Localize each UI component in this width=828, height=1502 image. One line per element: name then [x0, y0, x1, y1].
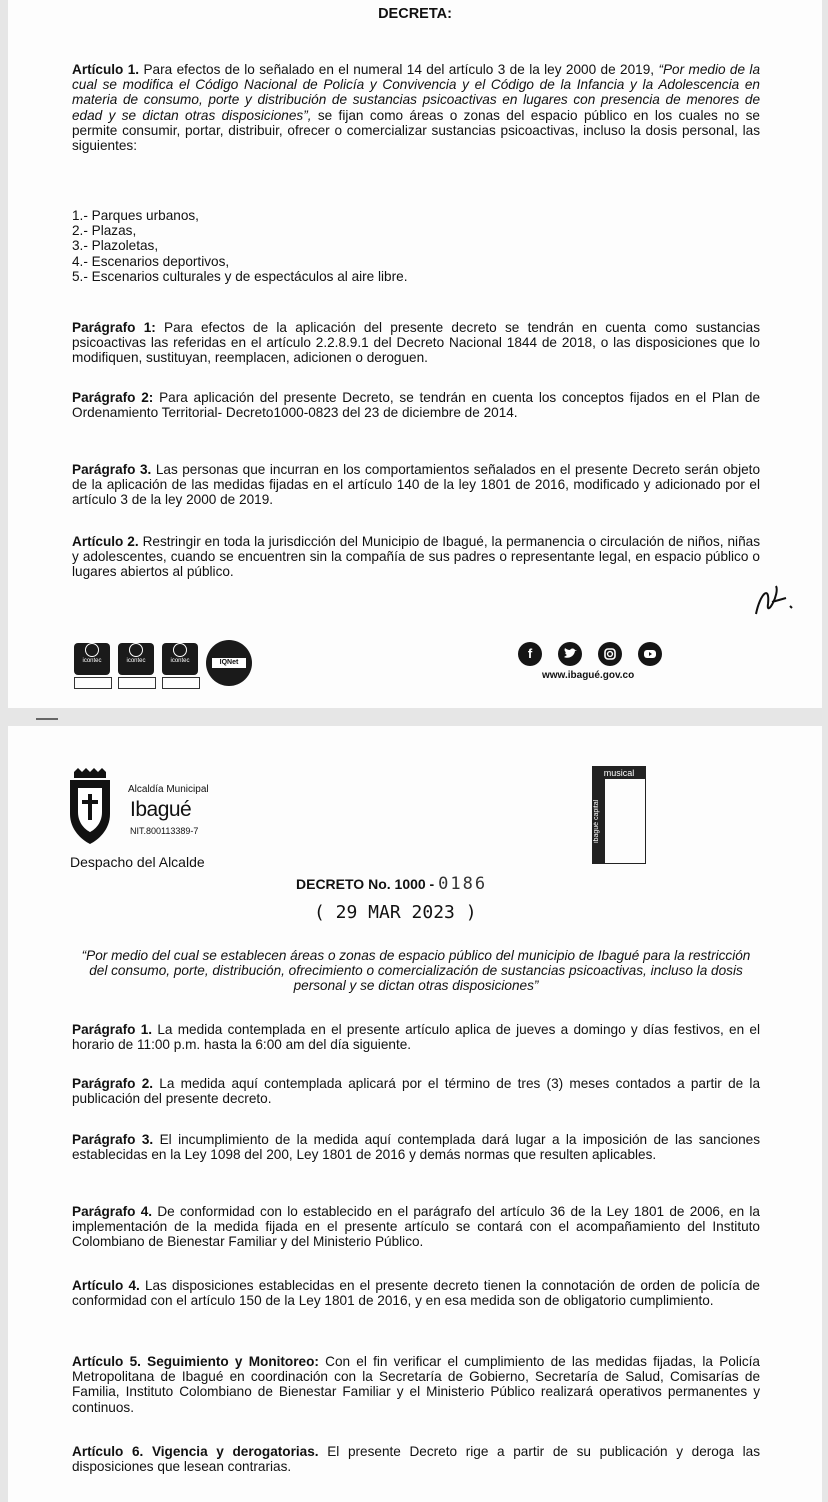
document-page-1 [8, 0, 822, 708]
paragrafo-2-text: La medida aquí contemplada aplicará por el término de tres (3) meses contados a partir de la publicación del presente decreto. [72, 1076, 760, 1107]
list-item: 5.- Escenarios culturales y de espectáculos al aire libre. [72, 268, 408, 284]
articulo-5-label: Artículo 5. Seguimiento y Monitoreo: [72, 1354, 319, 1369]
paragrafo-1-label: Parágrafo 1. [72, 1022, 153, 1037]
certification-icon [85, 643, 99, 657]
musical-capital-logo: musical ibagué capital [592, 766, 646, 864]
paragrafo-1 [72, 320, 760, 366]
certification-icon [173, 643, 187, 657]
list-item: 1.- Parques urbanos, [72, 208, 199, 223]
paragrafo-2-text: Para aplicación del presente Decreto, se tendrán en cuenta los conceptos fijados en el Plan de Ordenamiento Territorial- Decreto1000-0823 del 23 de diciembre de 2014. [72, 390, 761, 421]
despacho-label: Despacho del Alcalde [70, 854, 205, 870]
articulo-1-rest: se fijan como áreas o zonas del espacio público en los cuales no se permite consumir, portar, distribuir, ofrecer o comercializar sustancias psicoactivas, incluso la dosis personal, las siguientes: [72, 107, 760, 154]
list-item: 2.- Plazas, [72, 223, 137, 239]
paragrafo-3-label: Parágrafo 3. [72, 462, 152, 477]
paragrafo-2 [72, 1076, 760, 1106]
ibague-crest-logo [68, 768, 112, 844]
paragrafo-1-text: La medida contemplada en el presente artículo aplica de jueves a domingo y días festivos, en el horario de 11:00 p.m. hasta la 6:00 am del día siguiente. [72, 1022, 761, 1053]
decreto-title: “Por medio del cual se establecen áreas o zonas de espacio público del municipio de Ibagué para la restricción del consumo, porte, distribución, ofrecimiento o comercialización de sustancias psicoactivas, incluso la dosis personal y se dictan otras disposiciones” [81, 948, 751, 994]
articulo-6 [72, 1444, 760, 1474]
list-item: 4.- Escenarios deportivos, [72, 253, 230, 269]
decreto-number-handwritten: 0186 [438, 874, 488, 894]
paragrafo-1-text: Para efectos de la aplicación del presente decreto se tendrán en cuenta como sustancias psicoactivas las referidas en el artículo 2.2.8.9.1 del Decreto Nacional 1844 de 2018, o las disposiciones que lo modifiquen, sustituyan, reemplacen, adicionen o deroguen. [72, 320, 761, 366]
paragrafo-4 [72, 1204, 760, 1250]
icontec-certification-badge: icontec [162, 640, 198, 686]
decreto-label: DECRETO No. 1000 - [296, 876, 435, 892]
iqnet-badge: IQNet [206, 640, 252, 686]
paragrafo-2 [72, 390, 760, 420]
website-link[interactable]: www.ibagué.gov.co [542, 670, 635, 681]
nit-number: NIT.800113389-7 [130, 826, 199, 836]
paragrafo-4-text: De conformidad con lo establecido en el parágrafo del artículo 36 de la Ley 1801 de 2006, en la implementación de la medida fijada en el presente artículo se contará con el acompañamiento del Instituto Colombiano de Bienestar Familiar y del Ministerio Público. [72, 1204, 760, 1250]
alcaldia-label: Alcaldía Municipal [128, 784, 209, 795]
articulo-4-label: Artículo 4. [72, 1278, 140, 1293]
paragrafo-4-label: Parágrafo 4. [72, 1204, 153, 1219]
paragrafo-2-label: Parágrafo 2. [72, 1076, 154, 1091]
ibague-logo-text: Ibagué [130, 798, 192, 821]
zonas-list [72, 208, 407, 284]
certification-icon [129, 643, 143, 657]
articulo-1-quote: “Por medio de la cual se modifica el Código Nacional de Policía y Convivencia y el Código de la Infancia y la Adolescencia en materia de consumo, porte y distribución de sustancias psicoactivas en lugares con presencia de menores de edad y se dictan otras disposiciones”, [72, 62, 761, 123]
articulo-1-label: Artículo 1. [72, 62, 140, 77]
divider [36, 718, 58, 720]
instagram-icon[interactable] [598, 642, 622, 666]
articulo-4 [72, 1278, 760, 1308]
signature-mark [746, 574, 796, 624]
articulo-2-label: Artículo 2. [72, 534, 139, 549]
articulo-2-text: Restringir en toda la jurisdicción del Municipio de Ibagué, la permanencia o circulación de niños, niñas y adolescentes, cuando se encuentren sin la compañía de sus padres o representante legal, en espacio público o lugares abiertos al público. [72, 534, 760, 580]
decreta-heading: DECRETA: [378, 6, 452, 22]
youtube-icon[interactable] [638, 642, 662, 666]
articulo-6-label: Artículo 6. Vigencia y derogatorias. [72, 1444, 319, 1459]
icontec-certification-badge: icontec [118, 640, 154, 686]
paragrafo-1-label: Parágrafo 1: [72, 320, 156, 335]
decreto-number [296, 874, 487, 894]
paragrafo-3 [72, 1132, 760, 1162]
articulo-4-text: Las disposiciones establecidas en el presente decreto tienen la connotación de orden de policía de conformidad con el artículo 150 de la Ley 1801 de 2016, y en esa medida son de obligatorio cumplimiento. [72, 1278, 760, 1309]
paragrafo-1 [72, 1022, 760, 1052]
articulo-5-text: Con el fin verificar el cumplimiento de las medidas fijadas, la Policía Metropolitana de Ibagué en coordinación con la Secretaría de Gobierno, Secretaría de Salud, Comisarías de Familia, Instituto Colombiano de Bienestar Familiar y el Ministerio Público realizará operativos permanentes y continuos. [72, 1354, 760, 1415]
articulo-1-intro: Para efectos de lo señalado en el numeral 14 del artículo 3 de la ley 2000 de 2019, [143, 62, 655, 77]
articulo-1 [72, 62, 760, 153]
paragrafo-3-label: Parágrafo 3. [72, 1132, 154, 1147]
articulo-5 [72, 1354, 760, 1415]
paragrafo-3 [72, 462, 760, 508]
paragrafo-2-label: Parágrafo 2: [72, 390, 154, 405]
list-item: 3.- Plazoletas, [72, 238, 159, 254]
twitter-icon[interactable] [558, 642, 582, 666]
paragrafo-3-text: Las personas que incurran en los comportamientos señalados en el presente Decreto serán objeto de la aplicación de las medidas fijadas en el artículo 140 de la ley 1801 de 2016, modificado y adicionado por el artículo 3 de la ley 2000 de 2019. [72, 462, 761, 508]
icontec-certification-badge: icontec [74, 640, 110, 686]
articulo-6-text: El presente Decreto rige a partir de su publicación y deroga las disposiciones que lesean contrarias. [72, 1444, 760, 1475]
document-page-2 [8, 726, 822, 1502]
facebook-icon[interactable]: f [518, 642, 542, 666]
decreto-date-stamp: ( 29 MAR 2023 ) [314, 902, 477, 923]
paragrafo-3-text: El incumplimiento de la medida aquí contemplada dará lugar a la imposición de las sanciones establecidas en la Ley 1098 del 200, Ley 1801 de 2016 y demás normas que resulten aplicables. [72, 1132, 761, 1163]
articulo-2 [72, 534, 760, 580]
